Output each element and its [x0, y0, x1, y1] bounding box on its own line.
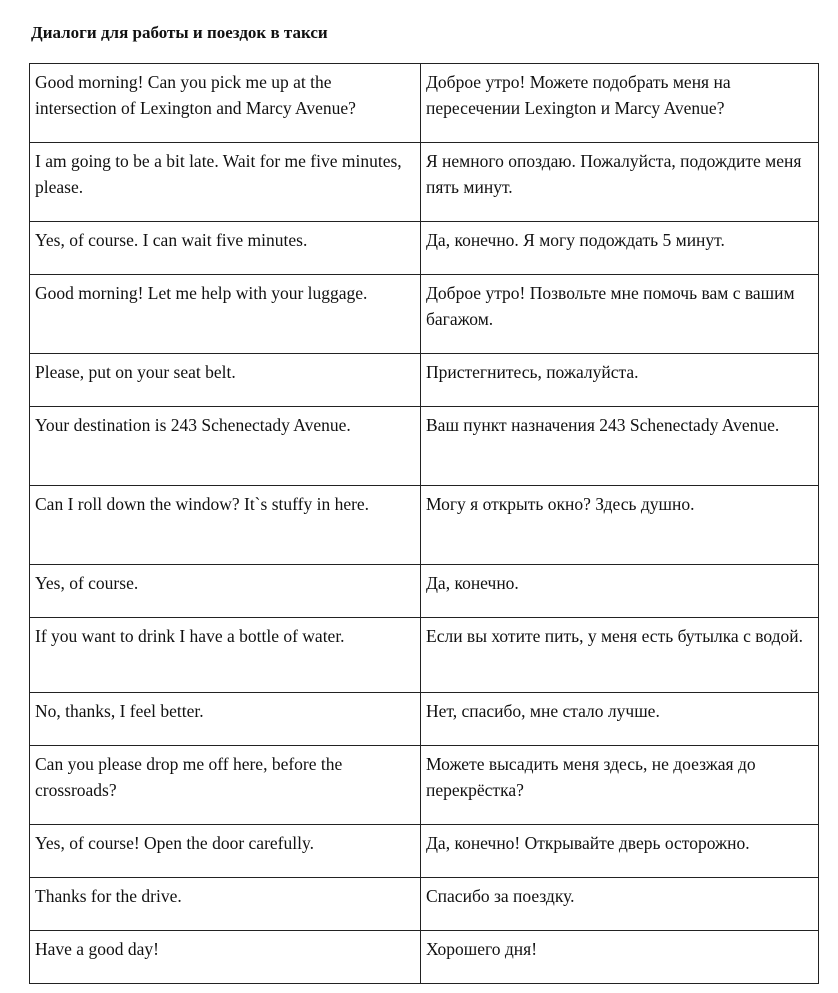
- english-phrase: Can you please drop me off here, before the crossroads?: [30, 746, 421, 825]
- english-phrase: Thanks for the drive.: [30, 878, 421, 931]
- table-row: [30, 825, 819, 878]
- russian-phrase: Можете высадить меня здесь, не доезжая до перекрёстка?: [421, 746, 819, 825]
- table-row: [30, 878, 819, 931]
- dialog-table: [29, 63, 819, 984]
- english-phrase: Yes, of course. I can wait five minutes.: [30, 222, 421, 275]
- english-phrase: Good morning! Let me help with your luggage.: [30, 275, 421, 354]
- table-row: [30, 143, 819, 222]
- russian-phrase: Хорошего дня!: [421, 931, 819, 984]
- english-phrase: Can I roll down the window? It`s stuffy in here.: [30, 486, 421, 565]
- table-row: [30, 486, 819, 565]
- table-row: [30, 407, 819, 486]
- english-phrase: Yes, of course! Open the door carefully.: [30, 825, 421, 878]
- table-row: [30, 275, 819, 354]
- table-row: [30, 222, 819, 275]
- table-row: [30, 931, 819, 984]
- russian-phrase: Нет, спасибо, мне стало лучше.: [421, 693, 819, 746]
- english-phrase: If you want to drink I have a bottle of water.: [30, 618, 421, 693]
- russian-phrase: Да, конечно! Открывайте дверь осторожно.: [421, 825, 819, 878]
- russian-phrase: Я немного опоздаю. Пожалуйста, подождите меня пять минут.: [421, 143, 819, 222]
- table-row: [30, 354, 819, 407]
- page-title: Диалоги для работы и поездок в такси: [31, 23, 328, 42]
- russian-phrase: Доброе утро! Позвольте мне помочь вам с вашим багажом.: [421, 275, 819, 354]
- russian-phrase: Спасибо за поездку.: [421, 878, 819, 931]
- table-row: [30, 693, 819, 746]
- russian-phrase: Могу я открыть окно? Здесь душно.: [421, 486, 819, 565]
- table-row: [30, 64, 819, 143]
- russian-phrase: Да, конечно. Я могу подождать 5 минут.: [421, 222, 819, 275]
- russian-phrase: Пристегнитесь, пожалуйста.: [421, 354, 819, 407]
- english-phrase: I am going to be a bit late. Wait for me five minutes, please.: [30, 143, 421, 222]
- english-phrase: Your destination is 243 Schenectady Avenue.: [30, 407, 421, 486]
- english-phrase: Have a good day!: [30, 931, 421, 984]
- russian-phrase: Доброе утро! Можете подобрать меня на пересечении Lexington и Marcy Avenue?: [421, 64, 819, 143]
- english-phrase: Yes, of course.: [30, 565, 421, 618]
- russian-phrase: Если вы хотите пить, у меня есть бутылка с водой.: [421, 618, 819, 693]
- russian-phrase: Ваш пункт назначения 243 Schenectady Avenue.: [421, 407, 819, 486]
- english-phrase: Please, put on your seat belt.: [30, 354, 421, 407]
- table-row: [30, 565, 819, 618]
- english-phrase: No, thanks, I feel better.: [30, 693, 421, 746]
- table-row: [30, 618, 819, 693]
- english-phrase: Good morning! Can you pick me up at the intersection of Lexington and Marcy Avenue?: [30, 64, 421, 143]
- table-row: [30, 746, 819, 825]
- russian-phrase: Да, конечно.: [421, 565, 819, 618]
